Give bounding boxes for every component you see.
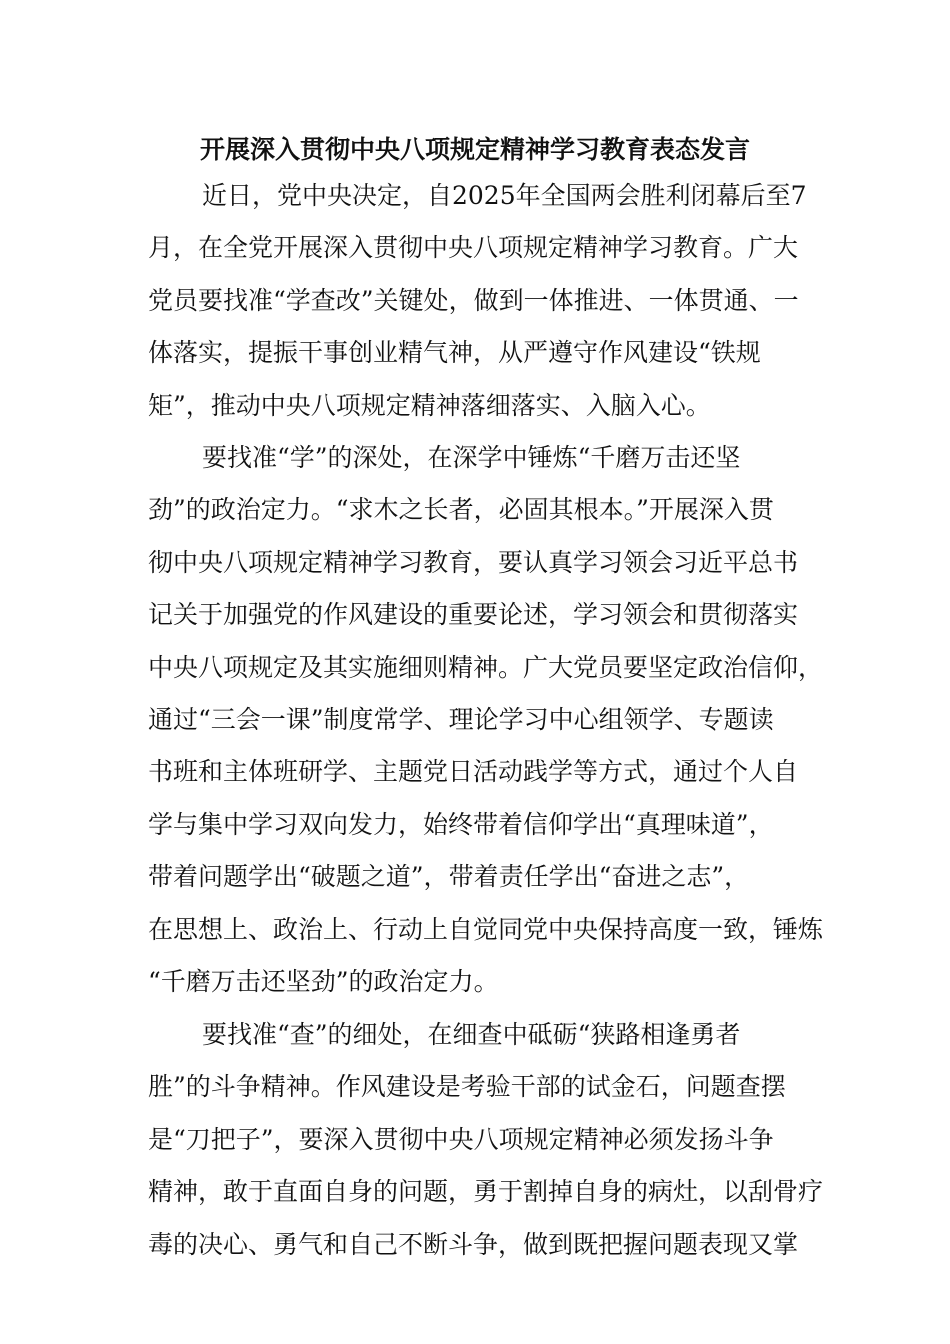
text-line: 带着问题学出“破题之道”，带着责任学出“奋进之志”， <box>148 862 750 892</box>
text-line: 要找准“学”的深处，在深学中锤炼“千磨万击还坚 <box>202 443 741 472</box>
text-line: 彻中央八项规定精神学习教育，要认真学习领会习近平总书 <box>148 547 799 577</box>
text-line: 书班和主体班研学、主题党日活动践学等方式，通过个人自 <box>148 757 799 787</box>
document-title: 开展深入贯彻中央八项规定精神学习教育表态发言 <box>199 135 750 164</box>
text-line: 通过“三会一课”制度常学、理论学习中心组领学、专题读 <box>148 704 774 734</box>
paragraph <box>148 170 807 432</box>
paragraph <box>148 1009 823 1271</box>
text-line: 在思想上、政治上、行动上自觉同党中央保持高度一致，锤炼 <box>148 914 824 944</box>
text-line: 要找准“查”的细处，在细查中砥砺“狭路相逢勇者 <box>202 1020 741 1049</box>
text-line: “千磨万击还坚劲”的政治定力。 <box>148 966 499 996</box>
text-line: 记关于加强党的作风建设的重要论述，学习领会和贯彻落实 <box>148 600 799 630</box>
text-line: 毒的决心、勇气和自己不断斗争，做到既把握问题表现又掌 <box>148 1229 799 1259</box>
text-line: 月，在全党开展深入贯彻中央八项规定精神学习教育。广大 <box>148 233 799 263</box>
text-line: 近日，党中央决定，自2025年全国两会胜利闭幕后至7 <box>202 181 807 210</box>
text-line: 党员要找准“学查改”关键处，做到一体推进、一体贯通、一 <box>148 285 799 315</box>
text-line: 体落实，提振干事创业精气神，从严遵守作风建设“铁规 <box>148 338 761 368</box>
text-line: 精神，敢于直面自身的问题，勇于割掉自身的病灶，以刮骨疗 <box>148 1177 824 1207</box>
text-line: 胜”的斗争精神。作风建设是考验干部的试金石，问题查摆 <box>148 1072 786 1102</box>
text-line: 中央八项规定及其实施细则精神。广大党员要坚定政治信仰， <box>148 652 824 682</box>
text-line: 劲”的政治定力。“求木之长者，必固其根本。”开展深入贯 <box>148 495 774 525</box>
paragraph <box>148 432 823 1008</box>
text-line: 是“刀把子”，要深入贯彻中央八项规定精神必须发扬斗争 <box>148 1124 774 1154</box>
text-line: 学与集中学习双向发力，始终带着信仰学出“真理味道”， <box>148 809 774 839</box>
text-line: 矩”，推动中央八项规定精神落细落实、入脑入心。 <box>148 390 711 420</box>
